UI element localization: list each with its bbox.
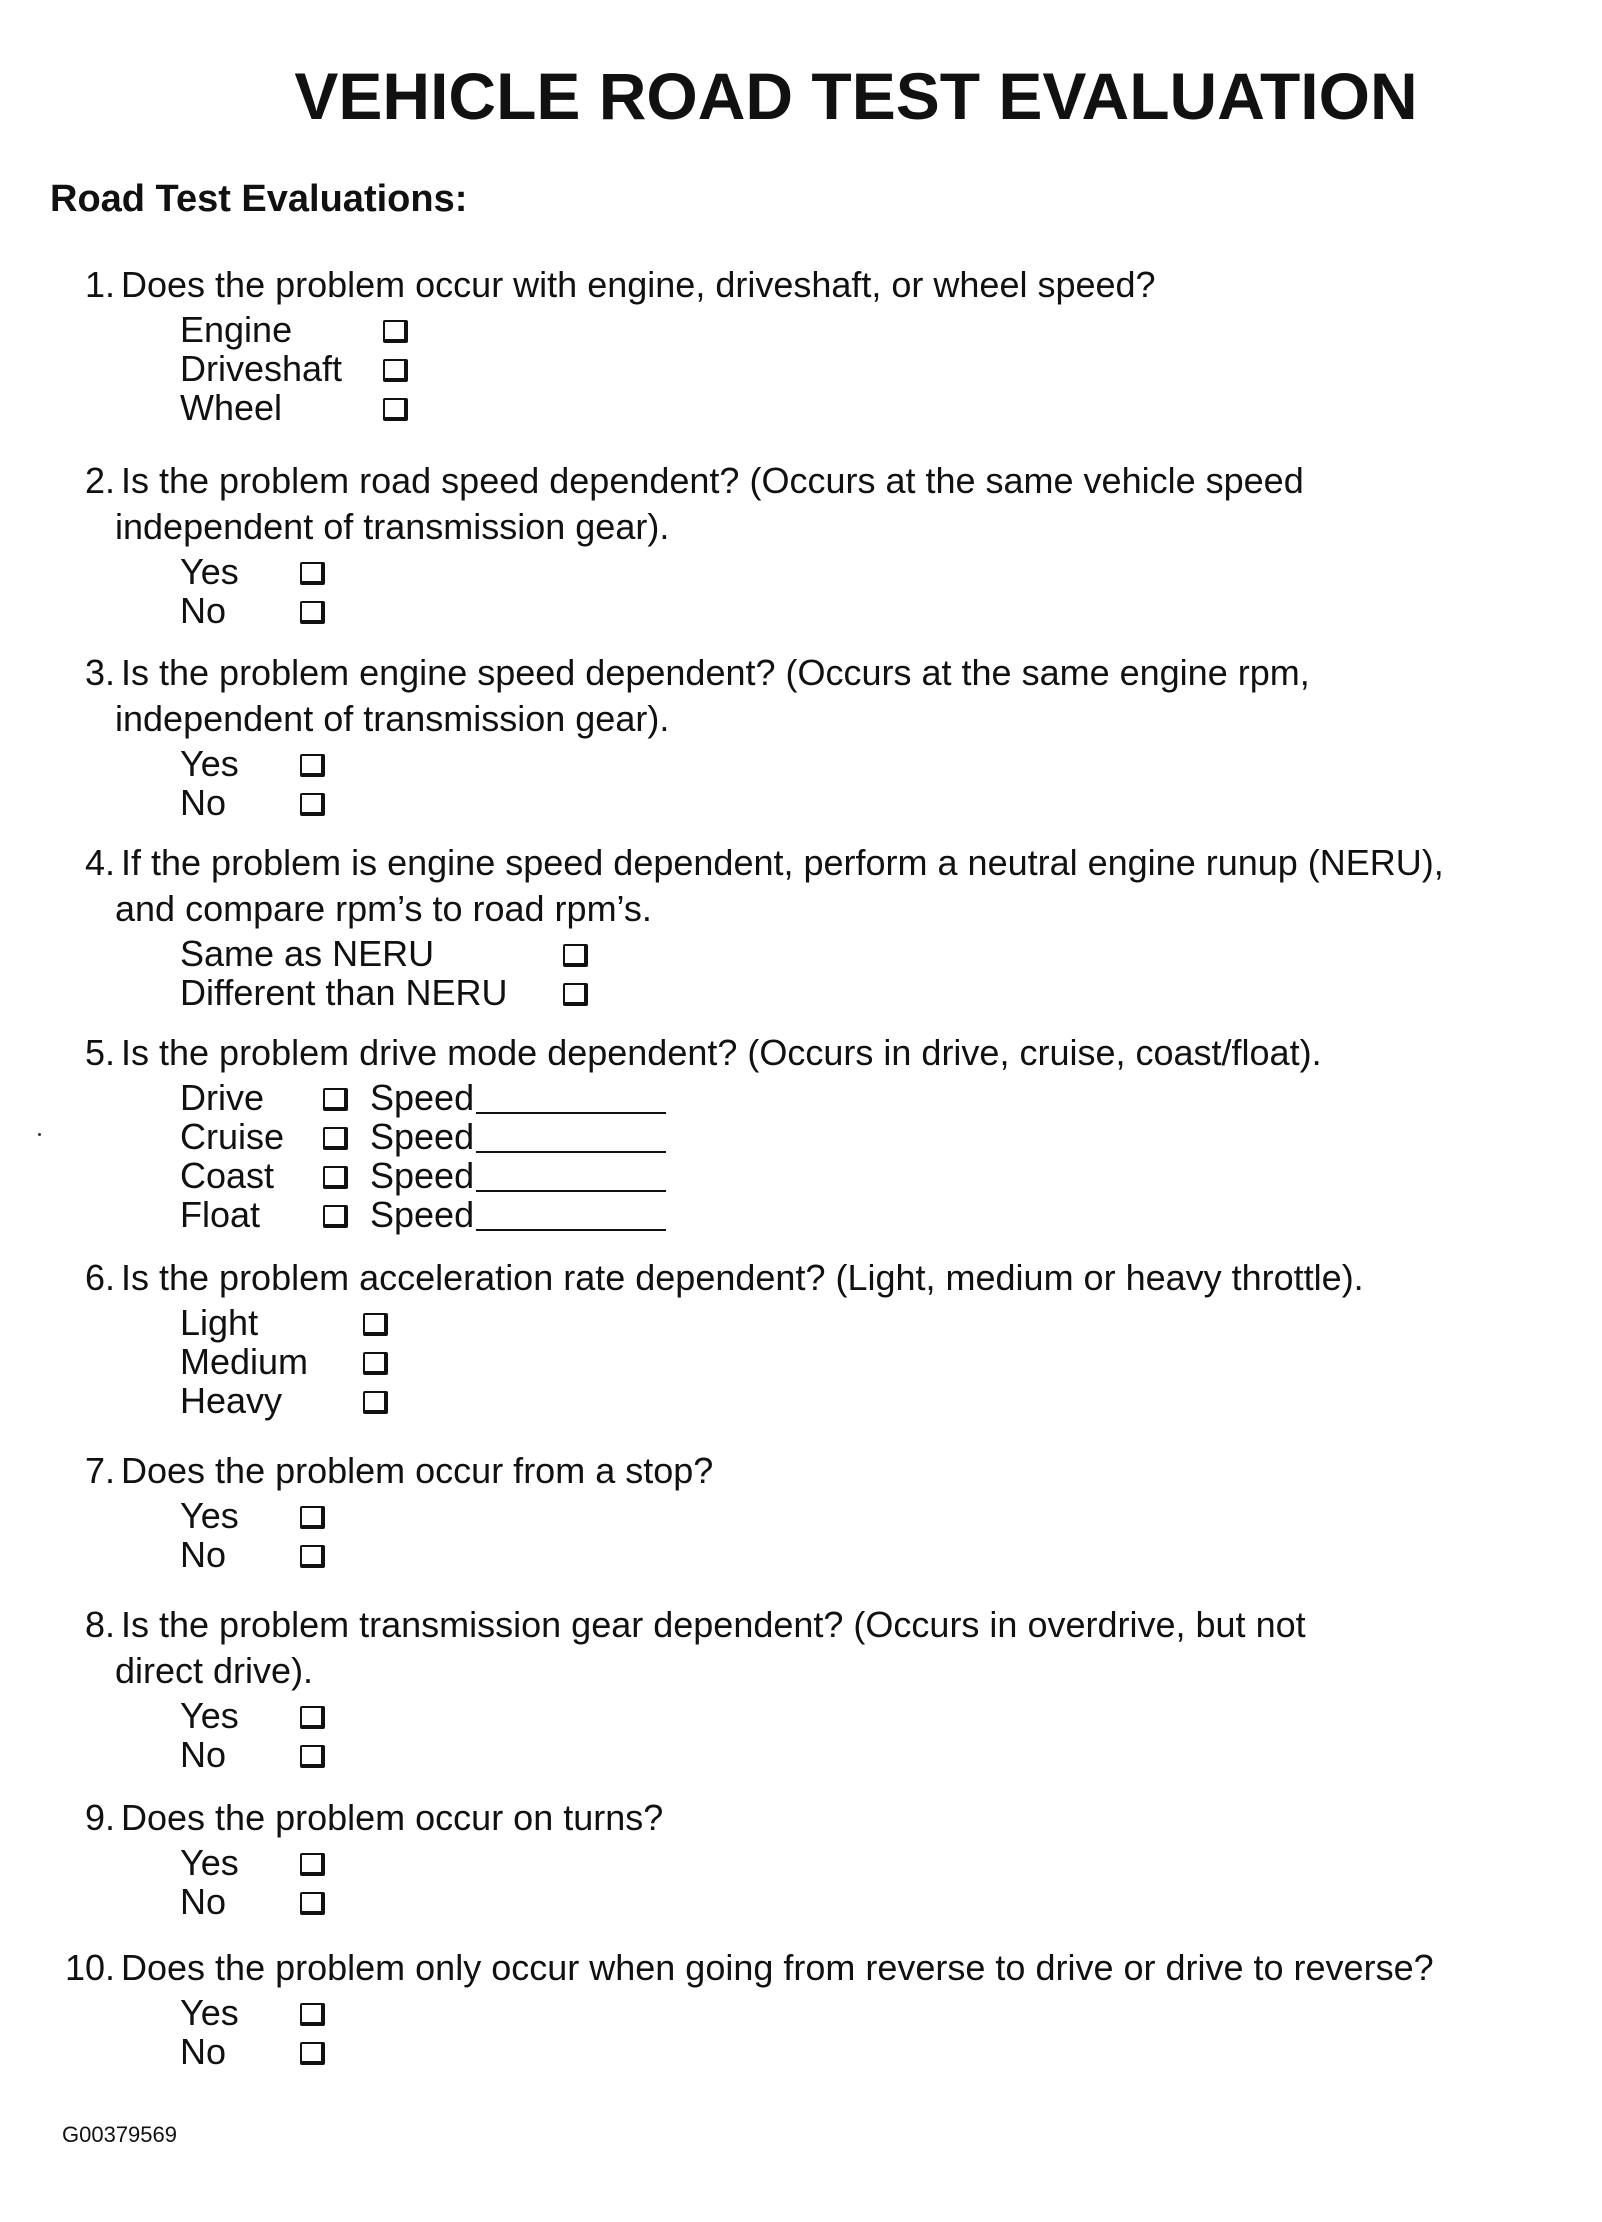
- option-no[interactable]: [180, 2032, 1580, 2071]
- section-heading: Road Test Evaluations:: [50, 178, 468, 220]
- checkbox[interactable]: [300, 2042, 325, 2065]
- option-list: [70, 1696, 1580, 1774]
- question-number: 8.: [84, 1604, 115, 1645]
- question-number: 4.: [84, 842, 115, 883]
- option-label: Wheel: [180, 387, 283, 428]
- speed-label: Speed: [370, 1077, 475, 1118]
- checkbox[interactable]: [300, 1506, 325, 1529]
- option-list: [70, 934, 1580, 1012]
- checkbox[interactable]: [300, 1545, 325, 1568]
- question-text: If the problem is engine speed dependent, perform a neutral engine runup (NERU),: [121, 842, 1444, 883]
- option-light[interactable]: [180, 1303, 1580, 1342]
- option-yes[interactable]: [180, 1843, 1580, 1882]
- question-3: [70, 650, 1580, 822]
- option-coast[interactable]: [180, 1156, 1580, 1195]
- option-label: Engine: [180, 309, 293, 350]
- option-label: No: [180, 1734, 227, 1775]
- question-text-continued: direct drive).: [115, 1650, 314, 1691]
- checkbox[interactable]: [383, 359, 408, 382]
- speed-label: Speed: [370, 1116, 475, 1157]
- checkbox[interactable]: [363, 1391, 388, 1414]
- question-number: 7.: [84, 1450, 115, 1491]
- option-label: Cruise: [180, 1116, 285, 1157]
- option-no[interactable]: [180, 1882, 1580, 1921]
- checkbox[interactable]: [300, 1892, 325, 1915]
- option-label: Same as NERU: [180, 933, 435, 974]
- checkbox[interactable]: [383, 320, 408, 343]
- option-label: Driveshaft: [180, 348, 343, 389]
- question-text-continued: independent of transmission gear).: [115, 698, 670, 739]
- checkbox[interactable]: [563, 944, 588, 967]
- question-text: Is the problem drive mode dependent? (Occurs in drive, cruise, coast/float).: [121, 1032, 1322, 1073]
- option-label: Drive: [180, 1077, 265, 1118]
- option-yes[interactable]: [180, 1696, 1580, 1735]
- question-text: Does the problem occur with engine, driveshaft, or wheel speed?: [121, 264, 1156, 305]
- question-number: 3.: [84, 652, 115, 693]
- question-number: 2.: [84, 460, 115, 501]
- speed-input-line[interactable]: [476, 1082, 666, 1114]
- question-1: [70, 262, 1580, 427]
- question-text: Is the problem engine speed dependent? (Occurs at the same engine rpm,: [121, 652, 1310, 693]
- option-label: Yes: [180, 1695, 239, 1736]
- option-label: No: [180, 2031, 227, 2072]
- option-yes[interactable]: [180, 1496, 1580, 1535]
- option-label: Yes: [180, 551, 239, 592]
- option-list: [70, 1303, 1580, 1420]
- option-label: Yes: [180, 1842, 239, 1883]
- option-driveshaft[interactable]: [180, 349, 1580, 388]
- checkbox[interactable]: [300, 754, 325, 777]
- checkbox[interactable]: [300, 1853, 325, 1876]
- question-5: [70, 1030, 1580, 1234]
- checkbox[interactable]: [323, 1127, 348, 1150]
- checkbox[interactable]: [300, 1745, 325, 1768]
- question-number: 1.: [84, 264, 115, 305]
- option-label: Yes: [180, 1992, 239, 2033]
- option-label: Coast: [180, 1155, 275, 1196]
- checkbox[interactable]: [300, 793, 325, 816]
- question-text: Does the problem only occur when going from reverse to drive or drive to reverse?: [121, 1947, 1434, 1988]
- option-no[interactable]: [180, 783, 1580, 822]
- option-yes[interactable]: [180, 1993, 1580, 2032]
- checkbox[interactable]: [383, 398, 408, 421]
- question-6: [70, 1255, 1580, 1420]
- speed-input-line[interactable]: [476, 1199, 666, 1231]
- option-yes[interactable]: [180, 552, 1580, 591]
- option-wheel[interactable]: [180, 388, 1580, 427]
- speed-input-line[interactable]: [476, 1121, 666, 1153]
- option-cruise[interactable]: [180, 1117, 1580, 1156]
- question-text: Does the problem occur on turns?: [121, 1797, 664, 1838]
- option-label: Float: [180, 1194, 261, 1235]
- checkbox[interactable]: [300, 2003, 325, 2026]
- checkbox[interactable]: [300, 1706, 325, 1729]
- option-list: [70, 1496, 1580, 1574]
- option-label: No: [180, 782, 227, 823]
- option-no[interactable]: [180, 1535, 1580, 1574]
- option-label: Medium: [180, 1341, 309, 1382]
- checkbox[interactable]: [300, 562, 325, 585]
- option-label: Different than NERU: [180, 972, 508, 1013]
- option-label: Heavy: [180, 1380, 283, 1421]
- option-list: [70, 1843, 1580, 1921]
- option-no[interactable]: [180, 591, 1580, 630]
- checkbox[interactable]: [323, 1166, 348, 1189]
- page-title: VEHICLE ROAD TEST EVALUATION: [294, 59, 1418, 133]
- option-list: [70, 310, 1580, 427]
- question-text: Is the problem road speed dependent? (Occurs at the same vehicle speed: [121, 460, 1304, 501]
- question-7: [70, 1448, 1580, 1574]
- option-no[interactable]: [180, 1735, 1580, 1774]
- option-label: Yes: [180, 743, 239, 784]
- question-text-continued: and compare rpm’s to road rpm’s.: [115, 888, 652, 929]
- question-text: Does the problem occur from a stop?: [121, 1450, 714, 1491]
- question-text: Is the problem acceleration rate dependent? (Light, medium or heavy throttle).: [121, 1257, 1364, 1298]
- question-number: 5.: [84, 1032, 115, 1073]
- option-heavy[interactable]: [180, 1381, 1580, 1420]
- question-2: [70, 458, 1580, 630]
- question-number: 6.: [84, 1257, 115, 1298]
- checkbox[interactable]: [300, 601, 325, 624]
- option-label: Yes: [180, 1495, 239, 1536]
- option-label: Light: [180, 1302, 259, 1343]
- option-yes[interactable]: [180, 744, 1580, 783]
- checkbox[interactable]: [323, 1205, 348, 1228]
- question-text: Is the problem transmission gear dependent? (Occurs in overdrive, but not: [121, 1604, 1306, 1645]
- option-drive[interactable]: [180, 1078, 1580, 1117]
- option-different-than-neru[interactable]: [180, 973, 1580, 1012]
- speed-label: Speed: [370, 1194, 475, 1235]
- option-list: [70, 1078, 1580, 1234]
- checkbox[interactable]: [363, 1313, 388, 1336]
- option-engine[interactable]: [180, 310, 1580, 349]
- option-list: [70, 552, 1580, 630]
- question-9: [70, 1795, 1580, 1921]
- checkbox[interactable]: [563, 983, 588, 1006]
- speed-input-line[interactable]: [476, 1160, 666, 1192]
- checkbox[interactable]: [363, 1352, 388, 1375]
- speed-label: Speed: [370, 1155, 475, 1196]
- option-list: [70, 744, 1580, 822]
- option-same-as-neru[interactable]: [180, 934, 1580, 973]
- option-list: [70, 1993, 1580, 2071]
- option-label: No: [180, 1881, 227, 1922]
- checkbox[interactable]: [323, 1088, 348, 1111]
- question-10: [64, 1945, 1580, 2072]
- option-label: No: [180, 590, 227, 631]
- question-8: [70, 1602, 1580, 1774]
- figure-id: G00379569: [62, 2122, 177, 2147]
- question-4: [70, 840, 1580, 1012]
- question-number: 9.: [84, 1797, 115, 1838]
- option-medium[interactable]: [180, 1342, 1580, 1381]
- option-float[interactable]: [180, 1195, 1580, 1234]
- question-number: 10.: [64, 1947, 115, 1988]
- option-label: No: [180, 1534, 227, 1575]
- question-text-continued: independent of transmission gear).: [115, 506, 670, 547]
- scan-speck: [38, 1133, 41, 1136]
